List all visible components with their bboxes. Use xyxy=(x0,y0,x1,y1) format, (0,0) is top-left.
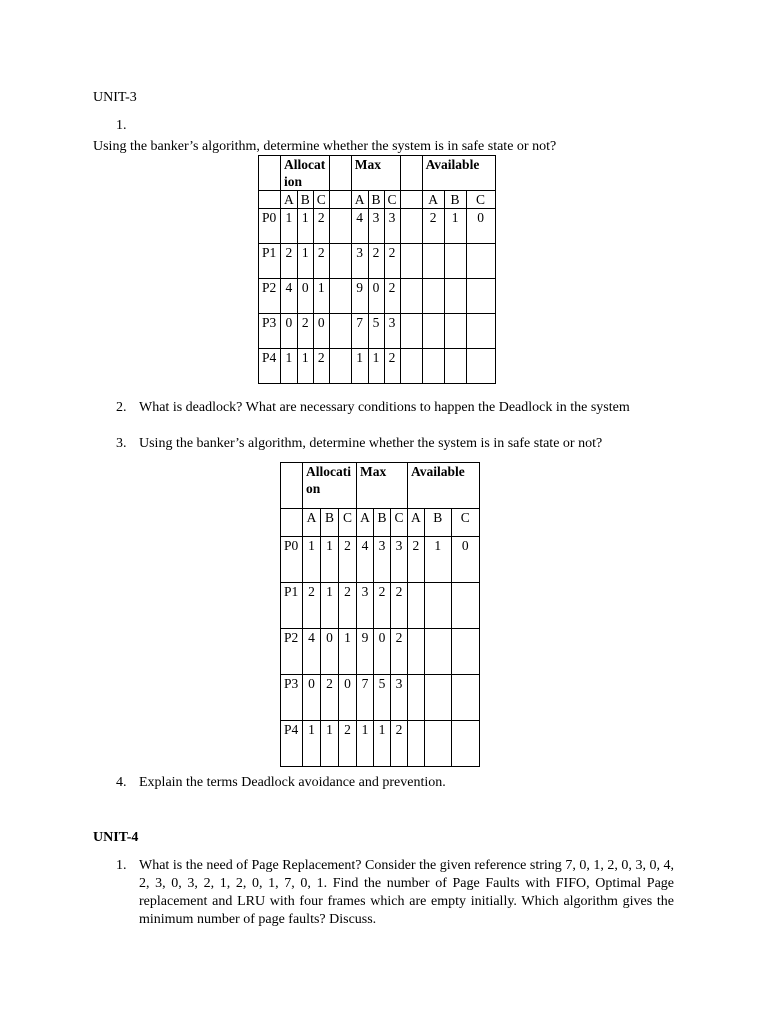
table-gap-cell xyxy=(400,244,422,279)
resource-label-b: B xyxy=(297,191,313,209)
allocation-value: 0 xyxy=(281,314,298,349)
allocation-value: 0 xyxy=(313,314,329,349)
table-gap-cell xyxy=(329,314,351,349)
allocation-value: 1 xyxy=(303,721,321,767)
unit4-heading: UNIT-4 xyxy=(93,830,139,845)
resource-label-b: B xyxy=(374,509,391,537)
available-value xyxy=(451,675,479,721)
max-value: 3 xyxy=(391,537,408,583)
available-value xyxy=(408,583,425,629)
col-header-max: Max xyxy=(357,463,408,509)
resource-label-a: A xyxy=(281,191,298,209)
max-value: 1 xyxy=(357,721,374,767)
allocation-value: 0 xyxy=(321,629,339,675)
table-gap-cell xyxy=(329,244,351,279)
allocation-value: 1 xyxy=(303,537,321,583)
max-value: 0 xyxy=(368,279,384,314)
max-value: 2 xyxy=(384,279,400,314)
allocation-value: 1 xyxy=(297,209,313,244)
max-value: 5 xyxy=(368,314,384,349)
max-value: 1 xyxy=(374,721,391,767)
max-value: 9 xyxy=(357,629,374,675)
max-value: 0 xyxy=(374,629,391,675)
resource-label-c: C xyxy=(466,191,495,209)
available-value: 0 xyxy=(466,209,495,244)
allocation-value: 1 xyxy=(281,349,298,384)
resource-label-a: A xyxy=(303,509,321,537)
allocation-value: 1 xyxy=(321,583,339,629)
allocation-value: 2 xyxy=(297,314,313,349)
unit3-heading: UNIT-3 xyxy=(93,90,137,105)
allocation-value: 1 xyxy=(297,244,313,279)
question-number: 1. xyxy=(116,858,127,873)
max-value: 3 xyxy=(384,209,400,244)
max-value: 3 xyxy=(368,209,384,244)
allocation-value: 2 xyxy=(303,583,321,629)
table-gap-cell xyxy=(400,314,422,349)
process-label: P4 xyxy=(259,349,281,384)
col-header-available: Available xyxy=(408,463,480,509)
max-value: 2 xyxy=(384,244,400,279)
allocation-value: 2 xyxy=(313,209,329,244)
bankers-table-2 xyxy=(280,462,480,767)
question-text: Explain the terms Deadlock avoidance and prevention. xyxy=(139,775,446,790)
available-value xyxy=(408,675,425,721)
table-gap-cell xyxy=(329,191,351,209)
table-gap-cell xyxy=(400,209,422,244)
allocation-value: 4 xyxy=(303,629,321,675)
resource-label-c: C xyxy=(384,191,400,209)
available-value xyxy=(422,279,444,314)
resource-label-b: B xyxy=(321,509,339,537)
max-value: 2 xyxy=(391,583,408,629)
table-gap-cell xyxy=(329,349,351,384)
table-corner-cell xyxy=(281,509,303,537)
question-text: Using the banker’s algorithm, determine whether the system is in safe state or not? xyxy=(93,139,557,154)
available-value xyxy=(451,721,479,767)
max-value: 9 xyxy=(351,279,368,314)
max-value: 2 xyxy=(368,244,384,279)
process-label: P2 xyxy=(281,629,303,675)
resource-label-c: C xyxy=(313,191,329,209)
process-label: P2 xyxy=(259,279,281,314)
allocation-value: 2 xyxy=(339,537,357,583)
max-value: 3 xyxy=(374,537,391,583)
available-value xyxy=(444,349,466,384)
process-label: P3 xyxy=(281,675,303,721)
available-value xyxy=(422,244,444,279)
process-label: P1 xyxy=(281,583,303,629)
available-value xyxy=(444,279,466,314)
process-label: P3 xyxy=(259,314,281,349)
resource-label-a: A xyxy=(351,191,368,209)
max-value: 7 xyxy=(351,314,368,349)
table-corner-cell xyxy=(259,191,281,209)
question-number: 2. xyxy=(116,400,127,415)
table-gap-cell xyxy=(400,279,422,314)
resource-label-b: B xyxy=(424,509,451,537)
question-number: 1. xyxy=(116,118,127,133)
allocation-value: 1 xyxy=(297,349,313,384)
resource-label-a: A xyxy=(408,509,425,537)
bankers-table-1 xyxy=(258,155,496,384)
available-value xyxy=(466,314,495,349)
available-value xyxy=(466,279,495,314)
available-value xyxy=(422,349,444,384)
available-value xyxy=(424,629,451,675)
col-header-available: Available xyxy=(422,156,495,191)
table-gap-cell xyxy=(400,349,422,384)
table-corner-cell xyxy=(259,156,281,191)
resource-label-c: C xyxy=(391,509,408,537)
available-value xyxy=(408,721,425,767)
resource-label-c: C xyxy=(451,509,479,537)
allocation-value: 4 xyxy=(281,279,298,314)
question-number: 3. xyxy=(116,436,127,451)
col-header-allocation: Allocation xyxy=(281,156,330,191)
max-value: 2 xyxy=(391,721,408,767)
question-text: What is deadlock? What are necessary conditions to happen the Deadlock in the system xyxy=(139,400,630,415)
question-text: Using the banker’s algorithm, determine whether the system is in safe state or not? xyxy=(139,436,603,451)
available-value: 0 xyxy=(451,537,479,583)
available-value xyxy=(424,675,451,721)
available-value: 2 xyxy=(422,209,444,244)
table-gap-cell xyxy=(329,209,351,244)
max-value: 2 xyxy=(384,349,400,384)
allocation-value: 1 xyxy=(313,279,329,314)
max-value: 5 xyxy=(374,675,391,721)
allocation-value: 1 xyxy=(339,629,357,675)
resource-label-b: B xyxy=(368,191,384,209)
available-value xyxy=(408,629,425,675)
col-header-max: Max xyxy=(351,156,400,191)
table-gap-cell xyxy=(400,156,422,191)
process-label: P1 xyxy=(259,244,281,279)
process-label: P4 xyxy=(281,721,303,767)
question-number: 4. xyxy=(116,775,127,790)
allocation-value: 2 xyxy=(339,721,357,767)
available-value: 1 xyxy=(444,209,466,244)
max-value: 1 xyxy=(368,349,384,384)
process-label: P0 xyxy=(281,537,303,583)
allocation-value: 0 xyxy=(339,675,357,721)
max-value: 4 xyxy=(357,537,374,583)
available-value xyxy=(424,583,451,629)
max-value: 2 xyxy=(374,583,391,629)
allocation-value: 2 xyxy=(321,675,339,721)
allocation-value: 0 xyxy=(303,675,321,721)
allocation-value: 2 xyxy=(313,349,329,384)
resource-label-a: A xyxy=(422,191,444,209)
process-label: P0 xyxy=(259,209,281,244)
max-value: 3 xyxy=(384,314,400,349)
allocation-value: 1 xyxy=(321,537,339,583)
allocation-value: 0 xyxy=(297,279,313,314)
allocation-value: 2 xyxy=(313,244,329,279)
table-corner-cell xyxy=(281,463,303,509)
allocation-value: 1 xyxy=(321,721,339,767)
available-value xyxy=(444,244,466,279)
max-value: 2 xyxy=(391,629,408,675)
table-gap-cell xyxy=(400,191,422,209)
available-value: 1 xyxy=(424,537,451,583)
resource-label-c: C xyxy=(339,509,357,537)
max-value: 3 xyxy=(391,675,408,721)
table-gap-cell xyxy=(329,279,351,314)
available-value xyxy=(444,314,466,349)
available-value xyxy=(466,349,495,384)
max-value: 3 xyxy=(351,244,368,279)
available-value xyxy=(466,244,495,279)
max-value: 4 xyxy=(351,209,368,244)
allocation-value: 1 xyxy=(281,209,298,244)
available-value xyxy=(451,583,479,629)
available-value: 2 xyxy=(408,537,425,583)
table-gap-cell xyxy=(329,156,351,191)
resource-label-a: A xyxy=(357,509,374,537)
available-value xyxy=(422,314,444,349)
max-value: 1 xyxy=(351,349,368,384)
allocation-value: 2 xyxy=(339,583,357,629)
available-value xyxy=(424,721,451,767)
resource-label-b: B xyxy=(444,191,466,209)
max-value: 7 xyxy=(357,675,374,721)
available-value xyxy=(451,629,479,675)
max-value: 3 xyxy=(357,583,374,629)
col-header-allocation: Allocation xyxy=(303,463,357,509)
question-text: What is the need of Page Replacement? Consider the given reference string 7, 0, 1, 2, 0, 3, 0, 4, 2, 3, 0, 3, 2, 1, 2, 0, 1, 7, 0, 1. Find the number of Page Faults with FIFO, Optimal Page replacement and LRU with four frames which are empty initially. Which algorithm gives the minimum number of page faults? Discuss. xyxy=(139,858,674,927)
allocation-value: 2 xyxy=(281,244,298,279)
